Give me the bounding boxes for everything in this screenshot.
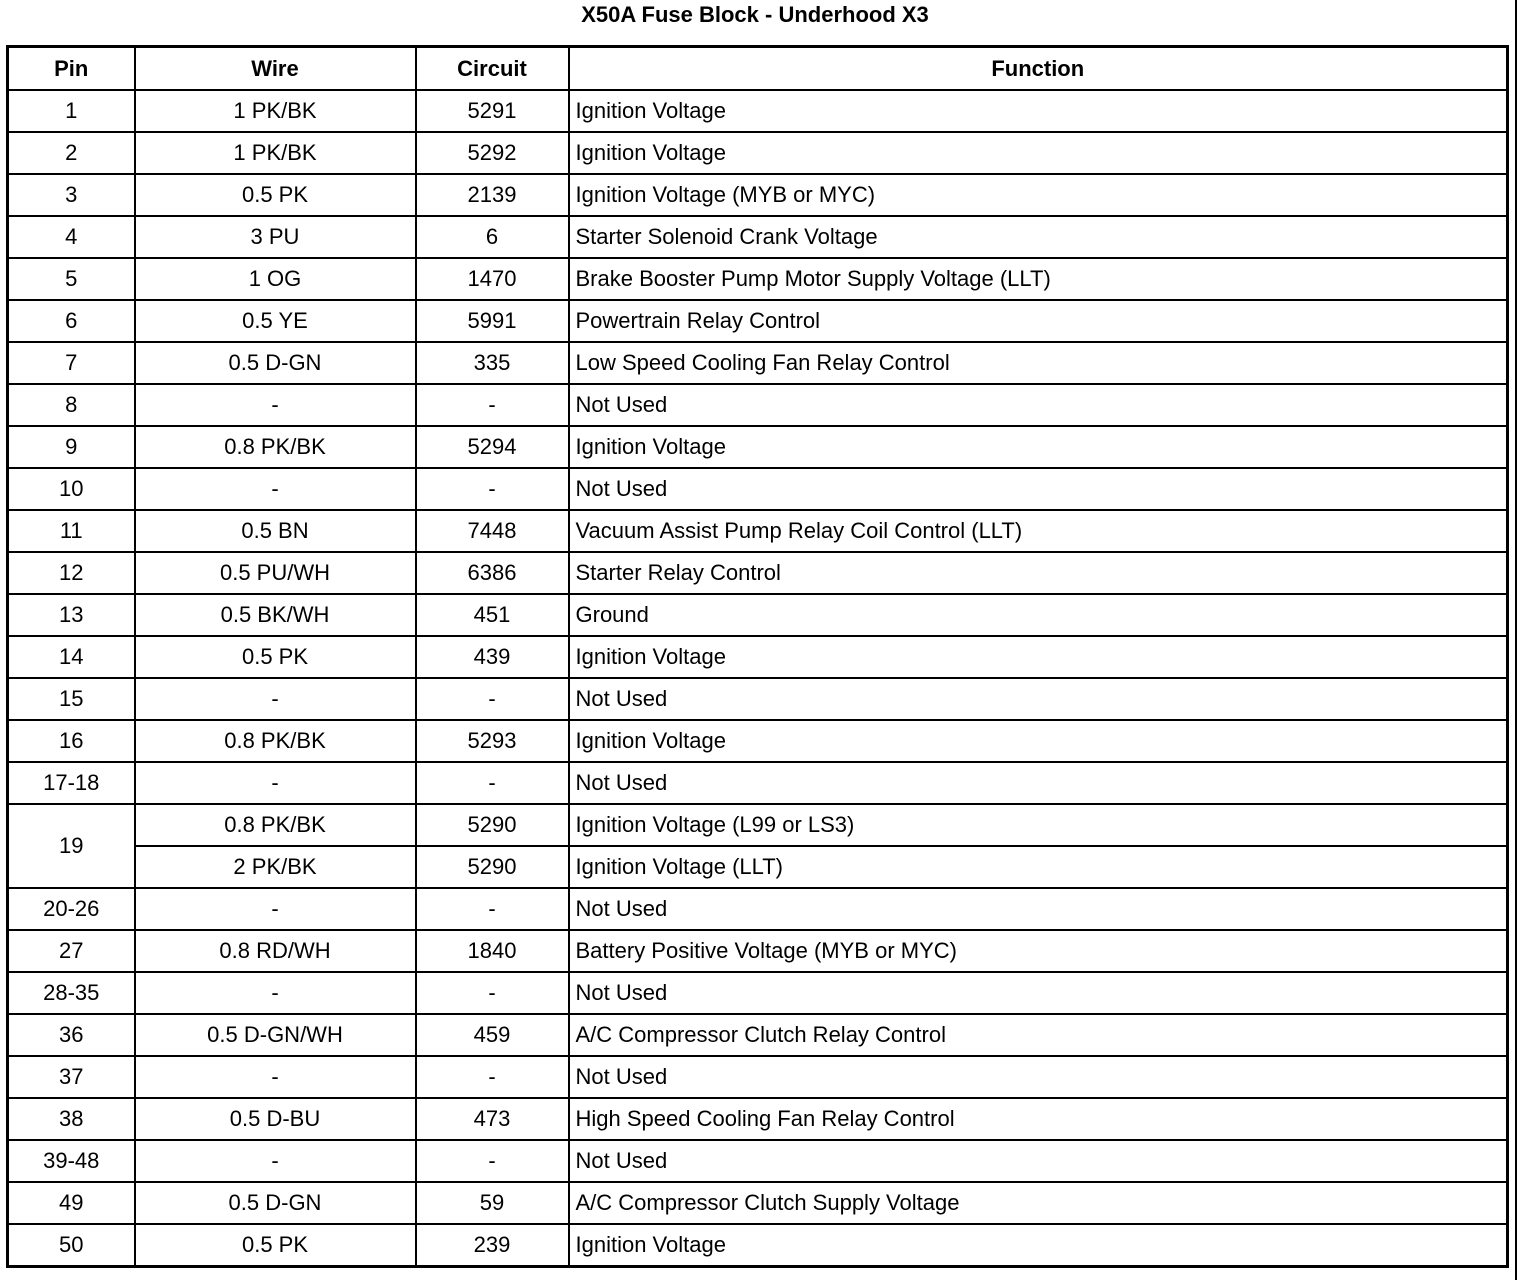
function-cell: Low Speed Cooling Fan Relay Control	[569, 342, 1508, 384]
column-header-function: Function	[569, 47, 1508, 91]
table-row	[8, 930, 1508, 972]
circuit-cell: 2139	[416, 174, 569, 216]
pin-cell: 17-18	[8, 762, 135, 804]
pin-cell: 11	[8, 510, 135, 552]
function-cell: Not Used	[569, 888, 1508, 930]
pin-cell: 5	[8, 258, 135, 300]
circuit-cell: 5991	[416, 300, 569, 342]
function-cell: Not Used	[569, 468, 1508, 510]
wire-cell: 1 PK/BK	[135, 90, 416, 132]
pin-cell: 50	[8, 1224, 135, 1267]
function-cell: Not Used	[569, 1140, 1508, 1182]
table-row	[8, 1224, 1508, 1267]
circuit-cell: 1470	[416, 258, 569, 300]
wire-cell: 2 PK/BK	[135, 846, 416, 888]
wire-cell: 0.5 D-GN/WH	[135, 1014, 416, 1056]
pin-cell: 1	[8, 90, 135, 132]
circuit-cell: 335	[416, 342, 569, 384]
pin-cell: 38	[8, 1098, 135, 1140]
circuit-cell: 459	[416, 1014, 569, 1056]
pin-cell: 49	[8, 1182, 135, 1224]
table-row	[8, 720, 1508, 762]
wire-cell: 0.5 PK	[135, 1224, 416, 1267]
function-cell: Not Used	[569, 762, 1508, 804]
circuit-cell: 239	[416, 1224, 569, 1267]
circuit-cell: 473	[416, 1098, 569, 1140]
function-cell: Ignition Voltage	[569, 90, 1508, 132]
function-cell: Ignition Voltage	[569, 132, 1508, 174]
table-row	[8, 678, 1508, 720]
function-cell: Starter Relay Control	[569, 552, 1508, 594]
function-cell: Ignition Voltage (L99 or LS3)	[569, 804, 1508, 846]
circuit-cell: -	[416, 972, 569, 1014]
function-cell: Ignition Voltage	[569, 1224, 1508, 1267]
wire-cell: 0.5 D-BU	[135, 1098, 416, 1140]
circuit-cell: 5294	[416, 426, 569, 468]
function-cell: Ignition Voltage (MYB or MYC)	[569, 174, 1508, 216]
table-row	[8, 132, 1508, 174]
circuit-cell: 59	[416, 1182, 569, 1224]
circuit-cell: 5293	[416, 720, 569, 762]
pin-cell: 6	[8, 300, 135, 342]
wire-cell: -	[135, 1056, 416, 1098]
table-row	[8, 1098, 1508, 1140]
table-row	[8, 1140, 1508, 1182]
pin-cell: 20-26	[8, 888, 135, 930]
pin-cell: 19	[8, 804, 135, 888]
function-cell: Ignition Voltage	[569, 426, 1508, 468]
function-cell: Not Used	[569, 678, 1508, 720]
wire-cell: -	[135, 1140, 416, 1182]
function-cell: Powertrain Relay Control	[569, 300, 1508, 342]
wire-cell: 0.8 PK/BK	[135, 720, 416, 762]
page-edge-rule	[1515, 0, 1517, 1280]
wire-cell: -	[135, 678, 416, 720]
connector-pinout-table	[6, 45, 1509, 1268]
function-cell: Starter Solenoid Crank Voltage	[569, 216, 1508, 258]
wire-cell: 1 OG	[135, 258, 416, 300]
function-cell: Vacuum Assist Pump Relay Coil Control (LLT)	[569, 510, 1508, 552]
column-header-circuit: Circuit	[416, 47, 569, 91]
column-header-wire: Wire	[135, 47, 416, 91]
circuit-cell: 1840	[416, 930, 569, 972]
table-row	[8, 216, 1508, 258]
pin-cell: 36	[8, 1014, 135, 1056]
wire-cell: 0.5 YE	[135, 300, 416, 342]
function-cell: A/C Compressor Clutch Relay Control	[569, 1014, 1508, 1056]
pin-cell: 15	[8, 678, 135, 720]
table-row	[8, 1182, 1508, 1224]
wire-cell: -	[135, 762, 416, 804]
table-row	[8, 300, 1508, 342]
circuit-cell: 5290	[416, 804, 569, 846]
document-title: X50A Fuse Block - Underhood X3	[581, 2, 929, 27]
pin-cell: 2	[8, 132, 135, 174]
table-row	[8, 174, 1508, 216]
wire-cell: 0.5 D-GN	[135, 342, 416, 384]
table-row	[8, 384, 1508, 426]
function-cell: Not Used	[569, 1056, 1508, 1098]
table-row	[8, 888, 1508, 930]
circuit-cell: -	[416, 678, 569, 720]
wire-cell: -	[135, 384, 416, 426]
table-row	[8, 342, 1508, 384]
circuit-cell: -	[416, 468, 569, 510]
pin-cell: 4	[8, 216, 135, 258]
wire-cell: 1 PK/BK	[135, 132, 416, 174]
function-cell: High Speed Cooling Fan Relay Control	[569, 1098, 1508, 1140]
table-row	[8, 468, 1508, 510]
wire-cell: 0.8 PK/BK	[135, 804, 416, 846]
wire-cell: 0.5 D-GN	[135, 1182, 416, 1224]
table-row	[8, 90, 1508, 132]
table-row	[8, 594, 1508, 636]
pin-cell: 3	[8, 174, 135, 216]
table-row	[8, 552, 1508, 594]
function-cell: Ignition Voltage	[569, 720, 1508, 762]
table-row	[8, 258, 1508, 300]
table-row	[8, 510, 1508, 552]
circuit-cell: -	[416, 384, 569, 426]
circuit-cell: 5291	[416, 90, 569, 132]
pin-cell: 12	[8, 552, 135, 594]
table-header-row	[8, 47, 1508, 91]
table-row	[8, 762, 1508, 804]
column-header-pin: Pin	[8, 47, 135, 91]
wire-cell: -	[135, 468, 416, 510]
table-row	[8, 636, 1508, 678]
function-cell: Brake Booster Pump Motor Supply Voltage (LLT)	[569, 258, 1508, 300]
table-row	[8, 972, 1508, 1014]
table-row	[8, 846, 1508, 888]
circuit-cell: 5290	[416, 846, 569, 888]
circuit-cell: 451	[416, 594, 569, 636]
pin-cell: 7	[8, 342, 135, 384]
circuit-cell: 439	[416, 636, 569, 678]
pin-cell: 8	[8, 384, 135, 426]
pin-cell: 9	[8, 426, 135, 468]
pin-cell: 27	[8, 930, 135, 972]
pin-cell: 10	[8, 468, 135, 510]
wire-cell: 0.5 PU/WH	[135, 552, 416, 594]
wire-cell: 3 PU	[135, 216, 416, 258]
wire-cell: 0.8 RD/WH	[135, 930, 416, 972]
function-cell: Battery Positive Voltage (MYB or MYC)	[569, 930, 1508, 972]
circuit-cell: 6	[416, 216, 569, 258]
pin-cell: 16	[8, 720, 135, 762]
circuit-cell: -	[416, 762, 569, 804]
circuit-cell: 5292	[416, 132, 569, 174]
table-row	[8, 1014, 1508, 1056]
wire-cell: -	[135, 972, 416, 1014]
function-cell: A/C Compressor Clutch Supply Voltage	[569, 1182, 1508, 1224]
function-cell: Ignition Voltage	[569, 636, 1508, 678]
wire-cell: -	[135, 888, 416, 930]
wire-cell: 0.8 PK/BK	[135, 426, 416, 468]
wire-cell: 0.5 BK/WH	[135, 594, 416, 636]
table-row	[8, 426, 1508, 468]
table-row	[8, 1056, 1508, 1098]
pin-cell: 39-48	[8, 1140, 135, 1182]
circuit-cell: -	[416, 1140, 569, 1182]
pin-cell: 14	[8, 636, 135, 678]
function-cell: Ground	[569, 594, 1508, 636]
function-cell: Ignition Voltage (LLT)	[569, 846, 1508, 888]
circuit-cell: 6386	[416, 552, 569, 594]
pin-cell: 28-35	[8, 972, 135, 1014]
function-cell: Not Used	[569, 972, 1508, 1014]
wire-cell: 0.5 PK	[135, 174, 416, 216]
wire-cell: 0.5 PK	[135, 636, 416, 678]
circuit-cell: 7448	[416, 510, 569, 552]
table-row	[8, 804, 1508, 846]
pin-cell: 13	[8, 594, 135, 636]
circuit-cell: -	[416, 888, 569, 930]
circuit-cell: -	[416, 1056, 569, 1098]
function-cell: Not Used	[569, 384, 1508, 426]
wire-cell: 0.5 BN	[135, 510, 416, 552]
pin-cell: 37	[8, 1056, 135, 1098]
